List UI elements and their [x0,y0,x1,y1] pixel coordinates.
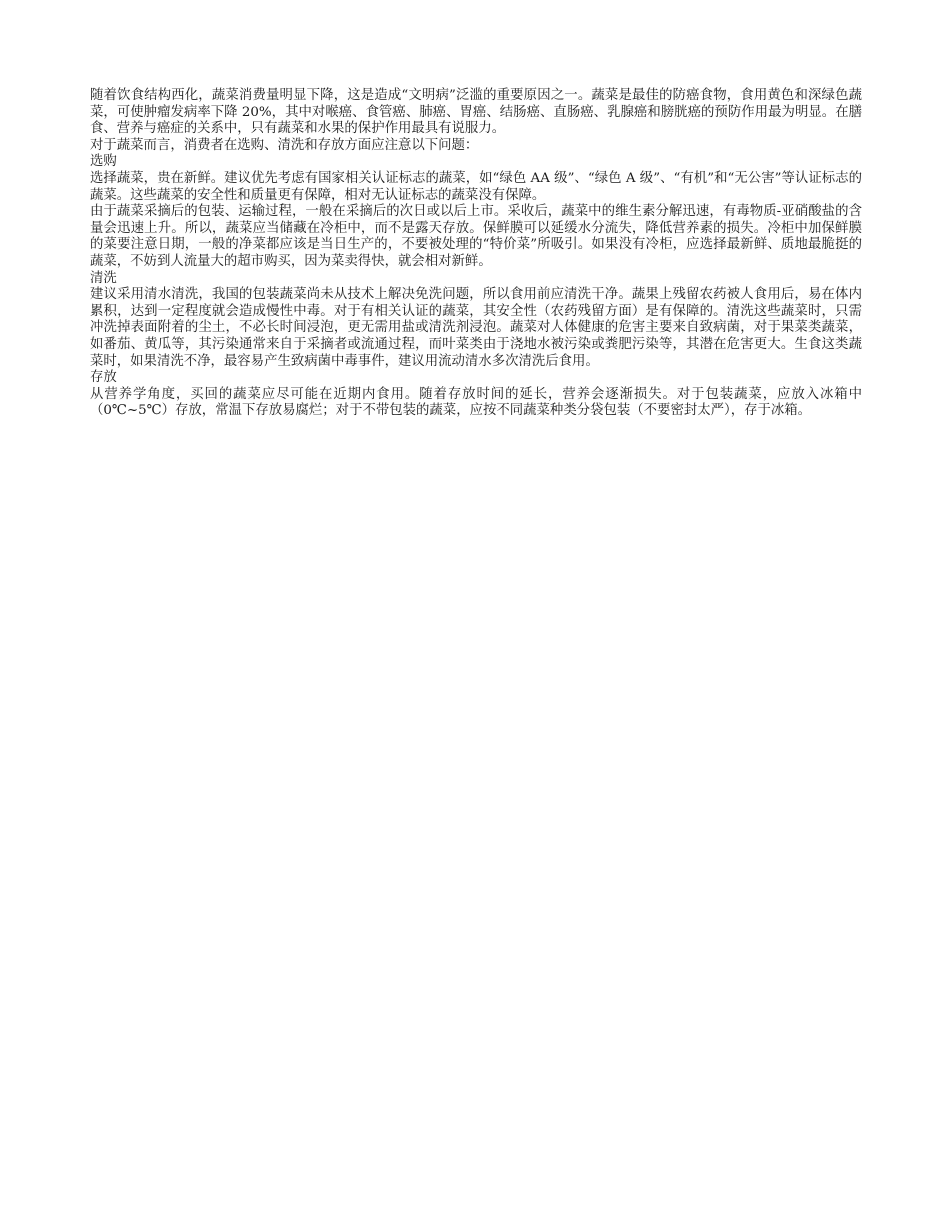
washing-paragraph-1: 建议采用清水清洗，我国的包装蔬菜尚未从技术上解决免洗问题，所以食用前应清洗干净。蔬果上残留农药被人食用后，易在体内累积，达到一定程度就会造成慢性中毒。对于有相关认证的蔬菜，其安全性（农药残留方面）是有保障的。清洗这些蔬菜时，只需冲洗掉表面附着的尘土，不必长时间浸泡，更无需用盐或清洗剂浸泡。蔬菜对人体健康的危害主要来自致病菌，对于果菜类蔬菜，如番茄、黄瓜等，其污染通常来自于采摘者或流通过程，而叶菜类由于浇地水被污染或粪肥污染等，其潜在危害更大。生食这类蔬菜时，如果清洗不净，最容易产生致病菌中毒事件，建议用流动清水多次清洗后食用。 [90,287,862,369]
section-heading-purchase: 选购 [90,154,117,170]
storage-paragraph-1: 从营养学角度，买回的蔬菜应尽可能在近期内食用。随着存放时间的延长，营养会逐渐损失。对于包装蔬菜，应放入冰箱中（0℃~5℃）存放，常温下存放易腐烂；对于不带包装的蔬菜，应按不同蔬菜种类分袋包装（不要密封太严），存于冰箱。 [90,386,862,419]
intro-paragraph: 随着饮食结构西化，蔬菜消费量明显下降，这是造成“文明病”泛滥的重要原因之一。蔬菜是最佳的防癌食物，食用黄色和深绿色蔬菜，可使肿瘤发病率下降 20%，其中对喉癌、食管癌、肺癌、胃癌、结肠癌、直肠癌、乳腺癌和膀胱癌的预防作用最为明显。在膳食、营养与癌症的关系中，只有蔬菜和水果的保护作用最具有说服力。 [90,88,862,137]
purchase-paragraph-1: 选择蔬菜，贵在新鲜。建议优先考虑有国家相关认证标志的蔬菜，如“绿色 AA 级”、“绿色 A 级”、“有机”和“无公害”等认证标志的蔬菜。这些蔬菜的安全性和质量更有保障，相对无认证标志的蔬菜没有保障。 [90,170,862,203]
section-heading-washing: 清洗 [90,270,117,286]
document-body [90,88,862,420]
purchase-paragraph-2: 由于蔬菜采摘后的包装、运输过程，一般在采摘后的次日或以后上市。采收后，蔬菜中的维生素分解迅速，有毒物质-亚硝酸盐的含量会迅速上升。所以，蔬菜应当储藏在冷柜中，而不是露天存放。保鲜膜可以延缓水分流失，降低营养素的损失。冷柜中加保鲜膜的菜要注意日期，一般的净菜都应该是当日生产的，不要被处理的“特价菜”所吸引。如果没有冷柜，应选择最新鲜、质地最脆挺的蔬菜，不妨到人流量大的超市购买，因为菜卖得快，就会相对新鲜。 [90,204,862,269]
lead-paragraph: 对于蔬菜而言，消费者在选购、清洗和存放方面应注意以下问题： [90,137,479,153]
section-heading-storage: 存放 [90,370,117,386]
